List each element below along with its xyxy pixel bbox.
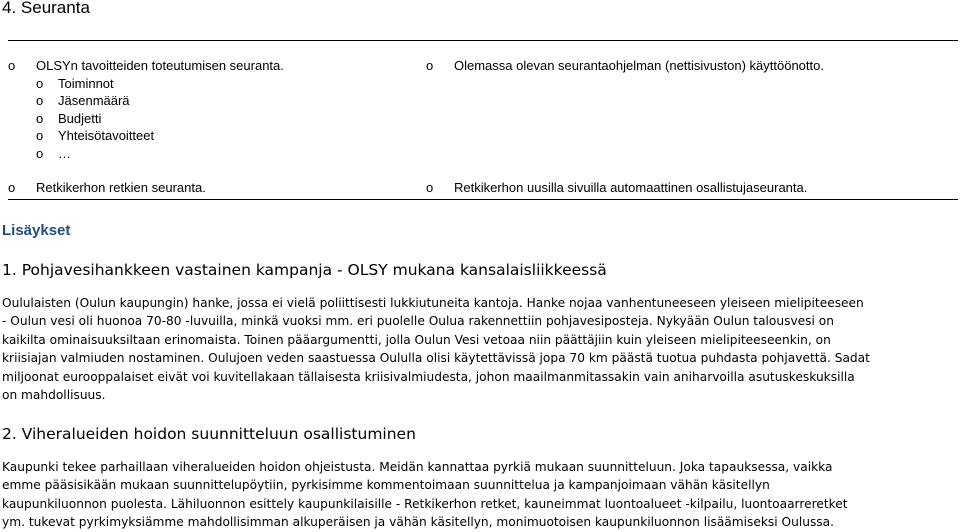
monitoring-table xyxy=(8,40,958,200)
left-list-2 xyxy=(8,179,206,196)
left-list xyxy=(8,57,284,74)
list-item: o Jäsenmäärä xyxy=(36,93,130,109)
list-item: o Budjetti xyxy=(36,110,102,126)
list-item: o … xyxy=(36,145,71,161)
table-column-right xyxy=(426,41,958,199)
bullet-icon: o xyxy=(426,180,434,195)
bullet-icon: o xyxy=(36,76,44,91)
bullet-icon: o xyxy=(36,145,44,161)
bullet-icon: o xyxy=(36,93,44,109)
left-sublist xyxy=(36,75,154,162)
bullet-icon: o xyxy=(8,180,16,195)
paragraph-line: - Oulun vesi oli huonoa 70-80 -luvuilla, minkä vuoksi mm. eri puolelle Oulua rakennettiin pohjavesiposteja. Nykyään Oulun talousvesi on xyxy=(2,314,834,329)
bullet-icon: o xyxy=(426,58,434,73)
right-list xyxy=(426,57,824,74)
bullet-icon: o xyxy=(36,128,44,144)
bullet-icon: o xyxy=(36,110,44,126)
additions-heading: Lisäykset xyxy=(2,222,71,239)
list-item: o OLSYn tavoitteiden toteutumisen seuranta. xyxy=(8,58,284,73)
list-item: o Yhteisötavoitteet xyxy=(36,128,155,144)
section2-paragraph xyxy=(2,458,848,532)
list-item: o Toiminnot xyxy=(36,76,114,91)
section2-heading: 2. Viheralueiden hoidon suunnitteluun osallistuminen xyxy=(2,425,416,443)
paragraph-line: ym. tukevat pyrkimyksiämme mahdollisimman alkuperäisen ja vähän käsitellyn, monimuotoisen kaupunkiluonnon lisäämiseksi Oulussa. xyxy=(2,515,835,530)
list-item: o Retkikerhon uusilla sivuilla automaattinen osallistujaseuranta. xyxy=(426,180,808,195)
paragraph-line: kaikilta ominaisuuksiltaan erinomaista. Toinen pääargumentti, jolla Oulun Vesi vetoaa niin päättäjiin kuin yleiseen mielipiteeseenkin, on xyxy=(2,332,831,347)
list-item: o Olemassa olevan seurantaohjelman (nettisivuston) käyttöönotto. xyxy=(426,58,824,73)
table-column-left xyxy=(8,41,418,199)
list-item: o Retkikerhon retkien seuranta. xyxy=(8,180,206,195)
paragraph-line: miljoonat eurooppalaiset eivät voi kuvitellakaan tällaisesta kriisivalmiudesta, johon maailmanmitassakin vain aniharvoilla asutuskeskuksilla xyxy=(2,369,855,384)
paragraph-line: kaupunkiluonnon puolesta. Lähiluonnon esittely kaupunkilaisille - Retkikerhon retket, kauneimmat luontoalueet -kilpailu, luontoaarreretket xyxy=(2,496,848,511)
paragraph-line: kriisiajan valmiuden nostaminen. Oulujoen veden saastuessa Oululla olisi käytettävissä jopa 70 km päästä tuotua puhdasta pohjavettä. Sadat xyxy=(2,351,870,366)
bullet-icon: o xyxy=(8,58,16,73)
section-title: 4. Seuranta xyxy=(2,0,90,17)
paragraph-line: Kaupunki tekee parhaillaan viheralueiden hoidon ohjeistusta. Meidän kannattaa pyrkiä mukaan suunnitteluun. Joka tapauksessa, vaikka xyxy=(2,460,833,474)
section1-heading: 1. Pohjavesihankkeen vastainen kampanja - OLSY mukana kansalaisliikkeessä xyxy=(2,261,607,279)
section1-paragraph xyxy=(2,294,870,404)
paragraph-line: Oululaisten (Oulun kaupungin) hanke, jossa ei vielä poliittisesti lukkiutuneita kantoja. Hanke nojaa vanhentuneeseen yleiseen mielipiteeseen xyxy=(2,296,864,310)
paragraph-line: on mahdollisuus. xyxy=(2,388,106,403)
right-list-2 xyxy=(426,179,807,196)
paragraph-line: emme pääsisikään mukaan suunnittelupöytiin, pyrkisimme kommentoimaan suunnittelua ja kampanjoimaan vähän käsitellyn xyxy=(2,478,770,493)
